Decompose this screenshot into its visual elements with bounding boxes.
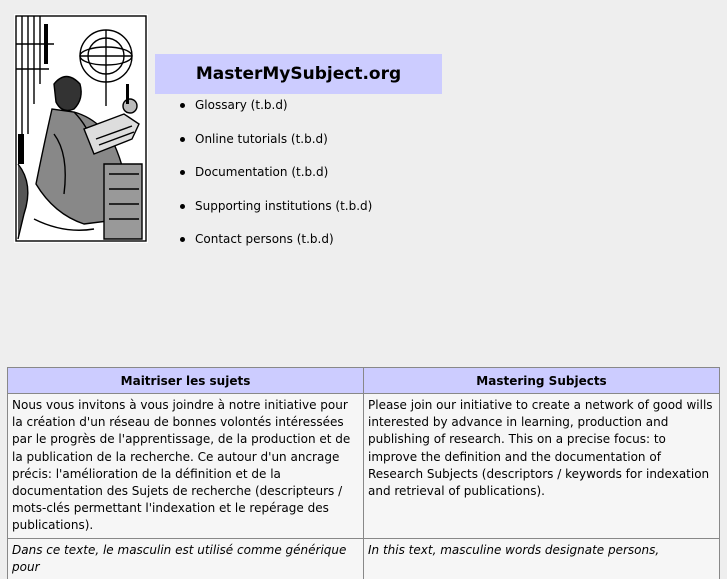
menu-item-label[interactable]: Documentation (t.b.d) (195, 165, 329, 180)
scholar-woodcut-image (14, 14, 148, 243)
menu-item-label[interactable]: Glossary (t.b.d) (195, 98, 288, 112)
menu-item-label[interactable]: Online tutorials (t.b.d) (195, 131, 328, 146)
site-title: MasterMySubject.org (195, 64, 402, 84)
menu-item-supporting-institutions[interactable] (175, 198, 372, 214)
menu-item-label[interactable]: Contact persons (t.b.d) (195, 232, 334, 247)
intro-text-french: Nous vous invitons à vous joindre à notre initiative pour la création d'un réseau de bonnes volontés intéressées par le progrès de l'apprentissage, de la production et de la publication de la recherche. Ce autour d'un ancrage précis: l'amélioration de la définition et de la documentation des Sujets de recherche (descripteurs / mots-clés permettant l'indexation et le repérage des publications). (8, 394, 364, 539)
menu-item-online-tutorials[interactable] (175, 131, 372, 147)
note-text-french: Dans ce texte, le masculin est utilisé comme générique pour (8, 538, 364, 579)
intro-text-english: Please join our initiative to create a network of good wills interested by advance in learning, production and publishing of research. This on a precise focus: to improve the definition and the documentation of Research Subjects (descriptors / keywords for indexation and retrieval of publications). (364, 394, 720, 539)
note-text-english: In this text, masculine words designate persons, (364, 538, 720, 579)
menu-item-documentation[interactable] (175, 164, 372, 180)
header-english: Mastering Subjects (364, 368, 720, 394)
bilingual-intro-table (7, 367, 720, 579)
menu-item-label[interactable]: Supporting institutions (t.b.d) (195, 198, 373, 213)
main-menu (175, 97, 372, 265)
header-french: Maitriser les sujets (8, 368, 364, 394)
site-title-banner (155, 54, 442, 94)
menu-item-contact-persons[interactable] (175, 231, 372, 247)
menu-item-glossary[interactable] (175, 97, 372, 113)
